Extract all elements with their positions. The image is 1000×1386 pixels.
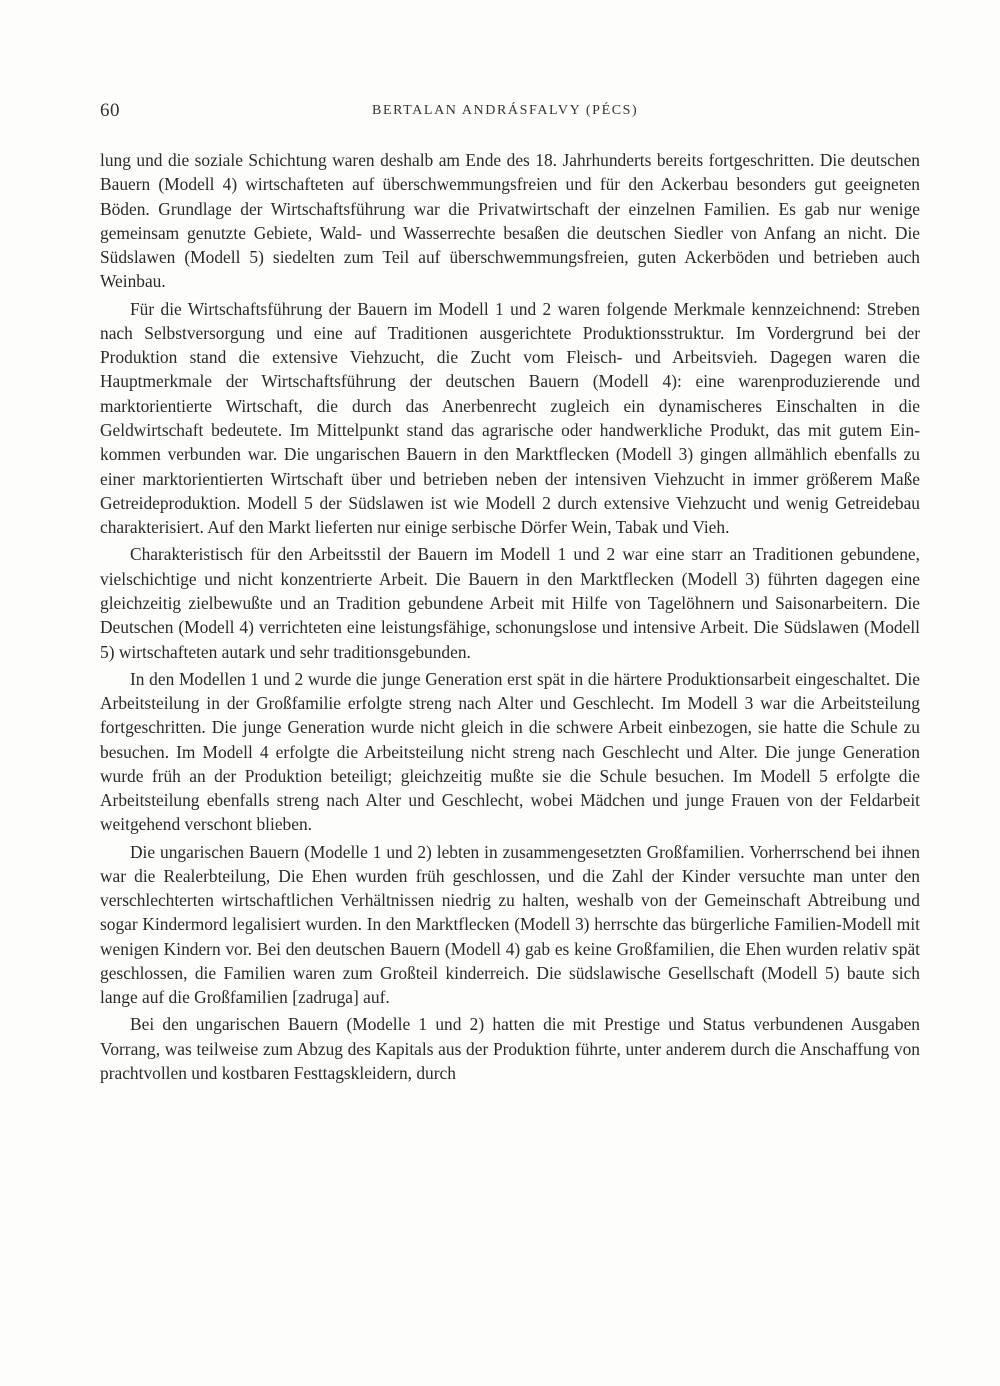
paragraph-4: In den Modellen 1 und 2 wurde die junge Generation erst spät in die härtere Produktionsarbeit eingeschaltet. Die Arbeitsteilung in der Großfamilie erfolgte streng nach Alter und Geschlecht. Im Modell 3 war die Arbeitsteilung fortgeschritten. Die junge Generation wurde nicht gleich in die schwere Arbeit einbezogen, sie hatte die Schule zu besuchen. Im Modell 4 erfolgte die Arbeitsteilung nicht streng nach Geschlecht und Alter. Die junge Generation wurde früh an der Produktion beteiligt; gleichzeitig mußte sie die Schule besuchen. Im Modell 5 erfolgte die Arbeitsteilung ebenfalls streng nach Alter und Geschlecht, wobei Mädchen und junge Frauen von der Feldarbeit weitgehend verschont blieben.	[100, 668, 920, 835]
page-number: 60	[100, 100, 120, 121]
paragraph-6: Bei den ungarischen Bauern (Modelle 1 und 2) hatten die mit Prestige und Status verbundenen Ausgaben Vorrang, was teilweise zum Abzug des Kapitals aus der Produktion führte, unter anderem durch die Anschaffung von prachtvollen und kostbaren Festtagskleidern, durch	[100, 1014, 920, 1083]
paragraph-3: Charakteristisch für den Arbeitsstil der Bauern im Modell 1 und 2 war eine starr an Traditionen gebundene, vielschichtige und nicht konzentrierte Arbeit. Die Bauern in den Marktflecken (Modell 3) führten dagegen eine gleichzeitig zielbewußte und an Tradition gebundene Arbeit mit Hilfe von Tagelöhnern und Saisonarbeitern. Die Deutschen (Modell 4) verrichteten eine leistungsfähige, schonungslose und intensive Arbeit. Die Südslawen (Modell 5) wirtschafteten autark und sehr traditionsgebunden.	[100, 544, 920, 662]
running-head: BERTALAN ANDRÁSFALVY (PÉCS)	[372, 103, 639, 118]
page-header	[100, 100, 920, 130]
paragraph-1: lung und die soziale Schichtung waren deshalb am Ende des 18. Jahrhunderts bereits fortgeschritten. Die deutschen Bauern (Modell 4) wirtschafteten auf überschwemmungsfreien und für den Ackerbau besonders gut geeigneten Böden. Grundlage der Wirtschaftsführung war die Privatwirtschaft der einzelnen Familien. Es gab nur wenige gemeinsam genutzte Gebiete, Wald- und Wasserrechte besaßen die deutschen Siedler von Anfang an nicht. Die Südslawen (Modell 5) siedelten zum Teil auf überschwemmungsfreien, guten Ackerböden und betrieben auch Weinbau.	[100, 150, 920, 292]
paragraph-5: Die ungarischen Bauern (Modelle 1 und 2) lebten in zusammengesetzten Großfamilien. Vorherrschend bei ihnen war die Realerbteilung, Die Ehen wurden früh geschlossen, und die Zahl der Kinder versuchte man unter den verschlechterten wirtschaftlichen Verhältnissen niedrig zu halten, weshalb von der Gemeinschaft Abtreibung und sogar Kindermord legalisiert wurden. In den Marktflecken (Modell 3) herrschte das bürgerliche Familien-Modell mit wenigen Kindern vor. Bei den deutschen Bauern (Modell 4) gab es keine Großfamilien, die Ehen wurden relativ spät geschlossen, die Familien waren zum Großteil kinderreich. Die südslawische Gesellschaft (Modell 5) baute sich lange auf die Großfamilien [zadruga] auf.	[100, 841, 920, 1008]
paragraph-2: Für die Wirtschaftsführung der Bauern im Modell 1 und 2 waren folgende Merkmale kennzeichnend: Streben nach Selbstversorgung und eine auf Traditionen ausgerichtete Produktionsstruktur. Im Vordergrund bei der Produktion stand die extensive Viehzucht, die Zucht vom Fleisch- und Arbeitsvieh. Dagegen waren die Hauptmerkmale der Wirtschaftsführung der deutschen Bauern (Modell 4): eine warenproduzierende und marktorientierte Wirtschaft, die durch das Anerbenrecht zugleich ein dynamischeres Einschalten in die Geldwirtschaft bedeutete. Im Mittelpunkt stand das agrarische oder handwerkliche Produkt, das mit gutem Einkommen verbunden war. Die ungarischen Bauern in den Marktflecken (Modell 3) gingen allmählich ebenfalls zu einer marktorientierten Wirtschaft über und betrieben neben der intensiven Viehzucht in immer größerem Maße Getreideproduktion. Modell 5 der Südslawen ist wie Modell 2 durch extensive Viehzucht und wenig Getreidebau charakterisiert. Auf den Markt lieferten nur einige serbische Dörfer Wein, Tabak und Vieh.	[100, 298, 920, 538]
body-text	[100, 148, 920, 1088]
